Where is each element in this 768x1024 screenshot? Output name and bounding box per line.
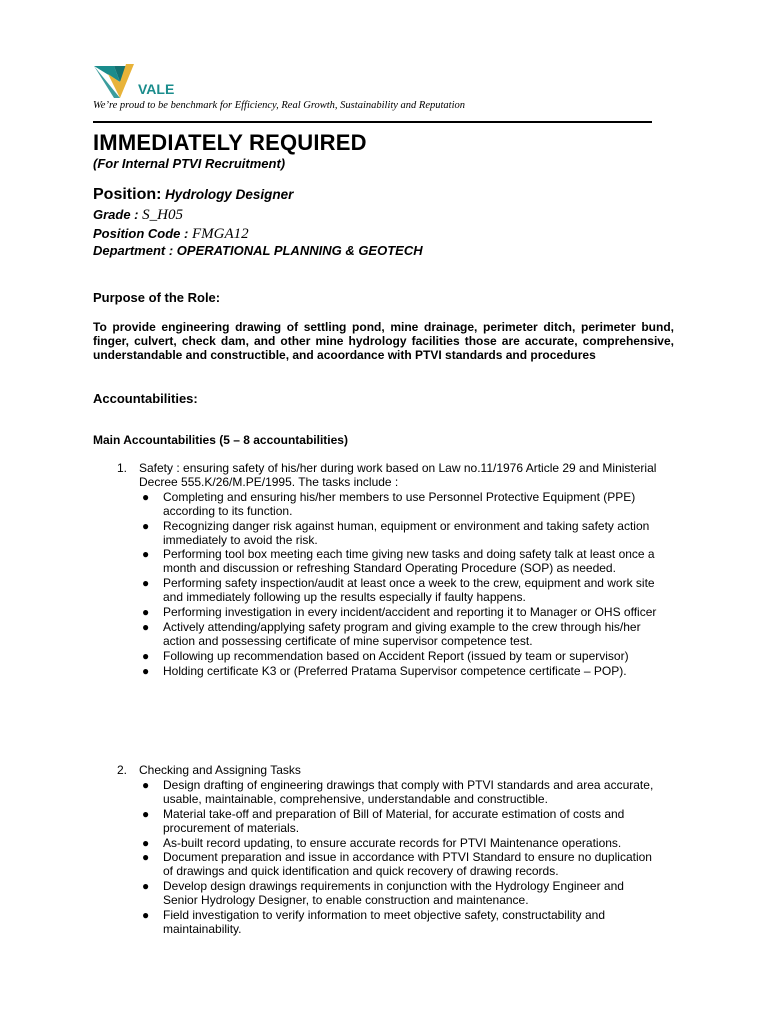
item-number: 2. [117,763,128,777]
list-item: ● Performing safety inspection/audit at least once a week to the crew, equipment and work site and immediately following up the results especially if faulty happens. [142,576,655,605]
grade-line [93,207,183,224]
accountability-item [117,462,657,679]
list-item: ● Field investigation to verify information to meet objective safety, constructability and maintainability. [142,908,605,936]
bullet-icon: ● [142,879,150,894]
bullet-icon: ● [142,908,150,923]
bullet-icon: ● [142,850,150,865]
page-title: IMMEDIATELY REQUIRED [93,130,367,155]
position-code-line [93,226,249,243]
bullet-list [139,491,657,679]
list-item: ● Document preparation and issue in accordance with PTVI Standard to ensure no duplication of drawings and quick identification and quick recovery of drawing records. [142,850,652,879]
bullet-icon: ● [142,648,150,663]
bullet-icon: ● [142,777,150,792]
list-item: ● Performing tool box meeting each time giving new tasks and doing safety talk at least once a month and discussion or refreshing Standard Operating Procedure (SOP) as needed. [142,547,655,576]
position-code-value: FMGA12 [191,226,249,242]
department-line: Department : OPERATIONAL PLANNING & GEOTECH [93,243,423,258]
list-item: ● Design drafting of engineering drawings that comply with PTVI standards and area accurate, usable, maintainable, comprehensive, understandable and constructible. [142,777,654,806]
item-text: Checking and Assigning Tasks [139,763,301,777]
bullet-icon: ● [142,489,150,504]
grade-label: Grade : [93,207,143,222]
bullet-icon: ● [142,547,150,562]
grade-value: S_H05 [142,207,183,223]
bullet-icon: ● [142,605,150,620]
bullet-icon: ● [142,663,150,678]
purpose-heading: Purpose of the Role: [93,290,221,305]
list-item: ● Recognizing danger risk against human, equipment or environment and taking safety action immediately to avoid the risk. [142,518,650,547]
position-line [93,186,293,204]
svg-text:VALE: VALE [138,81,175,97]
bullet-icon: ● [142,835,150,850]
position-code-label: Position Code : [93,226,192,241]
list-item: ● As-built record updating, to ensure accurate records for PTVI Maintenance operations. [142,835,622,850]
page-subtitle: (For Internal PTVI Recruitment) [93,156,286,171]
main-accountabilities-heading: Main Accountabilities (5 – 8 accountabilities) [93,433,348,447]
list-item: ● Following up recommendation based on Accident Report (issued by team or supervisor) [142,648,629,663]
purpose-text: To provide engineering drawing of settling pond, mine drainage, perimeter ditch, perimeter bund, finger, culvert, check dam, and other mine hydrology facilities those are accurate, comprehensive, understandable and constructible, and acoordance with PTVI standards and procedures [93,320,674,363]
list-item: ● Actively attending/applying safety program and giving example to the crew through his/her action and possessing certificate of mine supervisor competence test. [142,619,641,648]
list-item: ● Completing and ensuring his/her members to use Personnel Protective Equipment (PPE) according to its function. [142,489,636,518]
header-divider [93,121,652,123]
accountability-item [117,764,657,937]
bullet-icon: ● [142,619,150,634]
bullet-icon: ● [142,576,150,591]
accountabilities-heading: Accountabilities: [93,391,198,406]
item-text: Safety : ensuring safety of his/her during work based on Law no.11/1976 Article 29 and Ministerial Decree 555.K/26/M.PE/1995. The tasks include : [139,461,657,489]
vale-logo [94,62,214,100]
bullet-icon: ● [142,518,150,533]
position-label: Position: [93,186,162,203]
list-item: ● Develop design drawings requirements in conjunction with the Hydrology Engineer and Senior Hydrology Designer, to enable construction and maintenance. [142,879,624,908]
list-item: ● Material take-off and preparation of Bill of Material, for accurate estimation of costs and procurement of materials. [142,806,625,835]
tagline: We’re proud to be benchmark for Efficiency, Real Growth, Sustainability and Reputation [93,100,466,111]
bullet-icon: ● [142,806,150,821]
list-item: ● Holding certificate K3 or (Preferred Pratama Supervisor competence certificate – POP). [142,663,627,678]
bullet-list [139,779,657,937]
list-item: ● Performing investigation in every incident/accident and reporting it to Manager or OHS officer [142,605,657,620]
position-value: Hydrology Designer [165,187,294,202]
item-number: 1. [117,461,128,475]
